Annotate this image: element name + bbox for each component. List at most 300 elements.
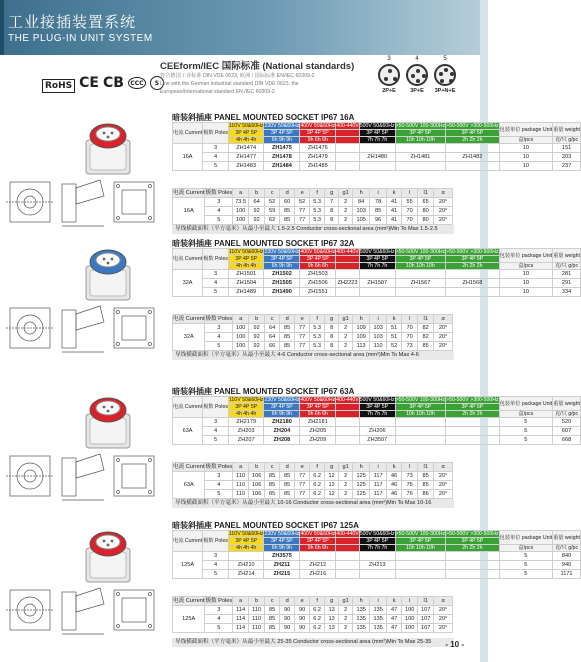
table-cell <box>446 552 500 561</box>
dimension-header: 极数 Poles <box>205 598 233 604</box>
dimension-header: f <box>310 463 325 472</box>
table-cell: 85 <box>280 333 295 342</box>
table-cell <box>336 552 360 561</box>
dimension-header: 极数 Poles <box>205 190 233 196</box>
dimension-header: i <box>370 189 387 198</box>
table-cell: 5 <box>205 216 233 225</box>
header-hour-position: 9h 6h 6h <box>300 411 336 418</box>
table-cell: 52 <box>295 198 310 207</box>
table-cell <box>359 270 395 279</box>
table-cell: ZH209 <box>300 436 336 445</box>
table-cell: 2 <box>339 216 353 225</box>
table-cell: 8 <box>325 342 339 351</box>
table-cell: 110 <box>233 490 249 499</box>
dimension-header: e <box>295 315 310 324</box>
table-cell: 114 <box>233 615 249 624</box>
table-cell <box>336 418 360 427</box>
table-cell: 90 <box>295 615 310 624</box>
header-pins: 3P 4P 5P <box>446 256 500 263</box>
table-cell: ZH1568 <box>446 279 500 288</box>
dimension-header: h <box>353 315 370 324</box>
dimension-header: k <box>387 189 402 198</box>
table-cell: 125 <box>353 472 370 481</box>
table-cell: 840 <box>553 552 581 561</box>
table-cell: 3 <box>203 552 229 561</box>
header-hour-position <box>336 545 360 552</box>
dimension-header: l1 <box>418 189 434 198</box>
section-title: 暗装斜插座 PANEL MOUNTED SOCKET IP67 16A <box>172 113 355 122</box>
table-cell: ZH208 <box>264 436 300 445</box>
dimension-drawings <box>4 300 164 356</box>
table-cell: 105 <box>353 216 370 225</box>
standards-line-cn: 符合德国工业标准 DIN VDE 0623, 欧洲 / 国际标准 EN/IEC 60309-2 <box>160 73 315 79</box>
table-cell: 92 <box>249 324 265 333</box>
table-cell: 20° <box>434 324 453 333</box>
table-cell: 103 <box>353 207 370 216</box>
table-cell: 334 <box>553 288 581 297</box>
table-cell: 90 <box>295 624 310 633</box>
table-cell: 92 <box>249 207 265 216</box>
dimension-header: α <box>434 597 453 606</box>
table-cell: 85 <box>265 606 280 615</box>
dimension-header: d <box>280 189 295 198</box>
socket-photo <box>68 392 148 452</box>
table-cell: 4 <box>203 153 229 162</box>
header-voltage-v50a: >50-500V 100-300Hz <box>395 123 446 129</box>
table-cell: 92 <box>249 216 265 225</box>
certification-logos <box>42 72 164 94</box>
table-cell: 114 <box>233 606 249 615</box>
table-cell <box>395 570 445 579</box>
table-cell: 12 <box>325 472 339 481</box>
header-hour-position: 10h 10h 10h <box>395 411 445 418</box>
table-cell: 2 <box>339 207 353 216</box>
table-cell <box>395 436 445 445</box>
table-cell: 84 <box>353 198 370 207</box>
table-cell: 4 <box>205 333 233 342</box>
table-cell: ZH1507 <box>359 279 395 288</box>
table-row <box>173 162 581 171</box>
table-cell: 3 <box>205 606 233 615</box>
header-voltage-v440: 400-440V <box>336 123 359 129</box>
header-weight-unit: 克/只 g/pc <box>553 137 581 144</box>
table-cell: 4 <box>203 427 229 436</box>
table-cell <box>446 288 500 297</box>
table-cell: 13 <box>325 624 339 633</box>
header-hour-position: 7h 7h 7h <box>359 137 395 144</box>
header-voltage-v440: 400-440V <box>336 531 359 537</box>
table-cell: 3 <box>203 270 229 279</box>
ccc-logo: CCC <box>128 77 146 89</box>
dimension-table <box>172 314 453 351</box>
table-cell <box>336 288 360 297</box>
table-row <box>173 342 453 351</box>
header-voltage-v230: 230V 50&60Hz <box>264 531 300 537</box>
table-cell: 76 <box>402 490 418 499</box>
table-cell: 2 <box>339 490 353 499</box>
conductor-note: 导线横截面积（平方毫米）从最小至最大 4-6 Conductor cross-sectional area (mm²)Min To Max 4-6 <box>172 351 454 360</box>
dimension-header: e <box>295 597 310 606</box>
dimension-header: i <box>370 463 387 472</box>
dimension-header: g <box>325 315 339 324</box>
table-cell <box>336 436 360 445</box>
table-cell: 100 <box>402 606 418 615</box>
dimension-header: d <box>280 597 295 606</box>
product-code-table <box>172 530 581 579</box>
header-voltage-v440: 400-440V <box>336 249 359 255</box>
table-cell <box>446 144 500 153</box>
dimension-header: g <box>325 189 339 198</box>
table-cell: 41 <box>387 198 402 207</box>
table-cell: 6.2 <box>310 615 325 624</box>
table-cell: 82 <box>418 324 434 333</box>
header-pins <box>336 538 360 545</box>
table-cell: 607 <box>553 427 581 436</box>
header-voltage-v50b: >50-500V >300-500Hz <box>446 123 499 129</box>
header-pins: 3P 4P 5P <box>264 404 300 411</box>
table-cell: 46 <box>387 490 402 499</box>
header-package-unit: 盒/pcs <box>499 545 552 552</box>
table-cell: ZH213 <box>359 561 395 570</box>
table-cell: 125 <box>353 490 370 499</box>
table-cell: 20° <box>434 216 453 225</box>
table-cell: 5.3 <box>310 207 325 216</box>
table-row <box>173 144 581 153</box>
current-value: 125A <box>173 552 203 579</box>
header-current: 电流 Current <box>173 531 203 552</box>
header-package-unit: 盒/pcs <box>499 263 552 270</box>
table-cell: 110 <box>249 606 265 615</box>
table-cell: 80 <box>418 207 434 216</box>
dimension-header: i <box>370 597 387 606</box>
table-cell: 90 <box>280 624 295 633</box>
header-hour-position: 4h 4h 4h <box>228 411 264 418</box>
table-cell: ZH1505 <box>264 279 300 288</box>
table-row <box>173 436 581 445</box>
table-row <box>173 552 581 561</box>
dimension-header: g1 <box>339 189 353 198</box>
table-cell: 86 <box>418 490 434 499</box>
table-cell: 110 <box>233 481 249 490</box>
header-package-unit: 盒/pcs <box>499 137 552 144</box>
page-header <box>0 0 488 55</box>
header-voltage-v110: 110V 50&60Hz <box>228 531 264 537</box>
table-cell: ZH1480 <box>359 153 395 162</box>
table-cell: 117 <box>370 490 387 499</box>
table-cell: 5 <box>203 162 229 171</box>
table-cell: ZH216 <box>300 570 336 579</box>
table-cell: 46 <box>387 472 402 481</box>
header-package: 包装单位 package Unit <box>499 531 552 545</box>
table-cell: 135 <box>353 606 370 615</box>
header-voltage-v50a: >50-500V 100-300Hz <box>395 249 446 255</box>
table-cell: 51 <box>387 333 402 342</box>
header-pins: 3P 4P 5P <box>395 404 445 411</box>
table-cell: 3 <box>205 324 233 333</box>
table-cell: 41 <box>387 216 402 225</box>
table-row <box>173 216 453 225</box>
dimension-header: k <box>387 463 402 472</box>
header-voltage-v50a: >50-500V 100-300Hz <box>395 397 446 403</box>
table-cell: ZH206 <box>359 427 395 436</box>
table-cell: 85 <box>418 472 434 481</box>
table-cell: 64 <box>265 333 280 342</box>
table-cell <box>336 144 360 153</box>
table-cell: 8 <box>325 333 339 342</box>
table-cell <box>395 418 445 427</box>
dimension-header: b <box>249 189 265 198</box>
table-cell: 4 <box>203 561 229 570</box>
table-cell: 5 <box>499 552 552 561</box>
header-voltage-v500: 500V 50&60Hz <box>359 531 395 537</box>
header-pins: 3P 4P 5P <box>359 538 395 545</box>
standards-line-en-2: European/International standard EN /IEC 60309-2 <box>160 89 275 95</box>
table-cell: ZH3575 <box>264 552 300 561</box>
table-cell: ZH205 <box>300 427 336 436</box>
table-cell: ZH1485 <box>300 162 336 171</box>
table-cell: 110 <box>370 342 387 351</box>
table-row <box>173 333 453 342</box>
table-cell <box>395 270 445 279</box>
section-title: 暗装斜插座 PANEL MOUNTED SOCKET IP67 63A <box>172 387 355 396</box>
table-cell: 5 <box>499 436 552 445</box>
product-code-table <box>172 248 581 297</box>
table-cell: 3 <box>203 144 229 153</box>
table-cell: 20° <box>434 481 453 490</box>
table-cell: 85 <box>280 342 295 351</box>
table-cell: 5 <box>499 418 552 427</box>
table-cell: 85 <box>280 490 295 499</box>
table-cell: 47 <box>387 624 402 633</box>
dimension-header: c <box>265 189 280 198</box>
page-number: - 10 - <box>445 640 464 649</box>
table-cell: 1171 <box>553 570 581 579</box>
table-cell: 6.2 <box>310 481 325 490</box>
table-cell: 77 <box>295 333 310 342</box>
table-cell: 2 <box>339 342 353 351</box>
table-cell: 2 <box>339 324 353 333</box>
dimension-header: a <box>233 597 249 606</box>
table-cell: ZH2181 <box>300 418 336 427</box>
table-cell: 135 <box>353 615 370 624</box>
table-cell: 5 <box>203 570 229 579</box>
table-cell: 135 <box>353 624 370 633</box>
table-cell: 10 <box>499 162 552 171</box>
table-cell: 2 <box>339 606 353 615</box>
table-cell: 117 <box>370 481 387 490</box>
header-voltage-v500: 500V 50&60Hz <box>359 397 395 403</box>
table-cell: 20° <box>434 207 453 216</box>
header-hour-position: 2h 2h 2h <box>446 411 500 418</box>
table-cell <box>446 427 500 436</box>
header-pins: 3P 4P 5P <box>300 130 336 137</box>
table-cell: 96 <box>370 216 387 225</box>
header-voltage-v500: 500V 50&60Hz <box>359 249 395 255</box>
socket-face-icon <box>378 64 400 86</box>
current-value: 32A <box>173 270 203 297</box>
table-cell: 151 <box>553 144 581 153</box>
table-cell: 4 <box>205 207 233 216</box>
table-cell: 110 <box>249 615 265 624</box>
dimension-table <box>172 462 453 499</box>
header-pins: 3P 4P 5P <box>264 256 300 263</box>
header-pins: 3P 4P 5P <box>228 256 264 263</box>
table-cell: 90 <box>295 606 310 615</box>
header-voltage-v110: 110V 50&60Hz <box>228 123 264 129</box>
table-cell: ZH211 <box>264 561 300 570</box>
table-cell: 100 <box>233 207 249 216</box>
table-cell: 60 <box>280 198 295 207</box>
table-cell: 5 <box>205 342 233 351</box>
header-title-cn: 工业接插装置系统 <box>8 13 137 31</box>
table-cell: 103 <box>370 333 387 342</box>
table-cell: ZH1503 <box>300 270 336 279</box>
socket-photo <box>68 526 148 586</box>
table-cell: ZH1483 <box>228 162 264 171</box>
table-cell: 668 <box>553 436 581 445</box>
table-cell: 5 <box>205 490 233 499</box>
table-cell: 80 <box>418 216 434 225</box>
dimension-header: α <box>434 315 453 324</box>
dimension-header: l1 <box>418 315 434 324</box>
table-cell: ZH1490 <box>264 288 300 297</box>
table-cell: 109 <box>353 333 370 342</box>
table-cell: ZH204 <box>264 427 300 436</box>
table-cell: 8 <box>325 216 339 225</box>
header-weight: 重量 weight <box>553 531 581 545</box>
header-pins: 3P 4P 5P <box>300 538 336 545</box>
table-cell: 47 <box>387 615 402 624</box>
table-cell: ZH1478 <box>264 153 300 162</box>
table-cell: 10 <box>499 144 552 153</box>
header-hour-position: 4h 4h 4h <box>228 137 264 144</box>
pin-config-5 <box>434 56 456 94</box>
table-cell: 12 <box>325 490 339 499</box>
table-cell: ZH2223 <box>337 280 358 286</box>
table-cell: 4 <box>205 615 233 624</box>
table-cell: ZH2180 <box>264 418 300 427</box>
table-cell: 20° <box>434 472 453 481</box>
dimension-header: a <box>233 189 249 198</box>
table-cell <box>336 162 360 171</box>
header-voltage-v400: 400V 50&60Hz <box>300 397 336 403</box>
header-pins: 3P 4P 5P <box>395 256 445 263</box>
table-cell <box>359 162 395 171</box>
table-cell: 64 <box>249 198 265 207</box>
table-cell: ZH1502 <box>264 270 300 279</box>
dimension-header: l <box>402 315 418 324</box>
header-hour-position: 4h 4h 4h <box>228 263 264 270</box>
header-hour-position: 9h 6h 6h <box>300 137 336 144</box>
header-hour-position: 6h 9h 9h <box>264 411 300 418</box>
dimension-header: l1 <box>418 463 434 472</box>
dimension-header: 电流 Current <box>173 316 205 322</box>
header-package: 包装单位 package Unit <box>499 123 552 137</box>
table-cell <box>446 561 500 570</box>
table-cell: 237 <box>553 162 581 171</box>
table-cell: ZH1474 <box>228 144 264 153</box>
table-cell: ZH3507 <box>359 436 395 445</box>
table-cell: 106 <box>249 481 265 490</box>
table-cell <box>359 144 395 153</box>
dimension-table <box>172 188 453 225</box>
table-cell <box>446 570 500 579</box>
table-cell: ZH1567 <box>395 279 445 288</box>
current-value: 63A <box>173 418 203 445</box>
dimension-header: c <box>265 463 280 472</box>
table-cell: 13 <box>325 615 339 624</box>
header-voltage-v110: 110V 50&60Hz <box>228 397 264 403</box>
table-cell: 85 <box>370 207 387 216</box>
dimension-header: a <box>233 315 249 324</box>
dimension-header: h <box>353 189 370 198</box>
table-cell: 107 <box>418 615 434 624</box>
table-cell <box>395 144 445 153</box>
table-cell: 10 <box>499 270 552 279</box>
table-cell: 4 <box>203 279 229 288</box>
table-cell: 10 <box>499 153 552 162</box>
header-weight: 重量 weight <box>553 123 581 137</box>
header-hour-position: 9h 6h 6h <box>300 545 336 552</box>
table-cell: 107 <box>418 606 434 615</box>
table-cell: 90 <box>280 606 295 615</box>
table-cell: 100 <box>233 342 249 351</box>
dimension-header: g <box>325 463 339 472</box>
table-cell: 2 <box>339 198 353 207</box>
dimension-header: h <box>353 597 370 606</box>
table-row <box>173 490 453 499</box>
table-cell: 5 <box>203 288 229 297</box>
dimension-header: g1 <box>339 315 353 324</box>
table-cell: 13 <box>325 606 339 615</box>
header-title-en: THE PLUG-IN UNIT SYSTEM <box>8 33 153 44</box>
dimension-header: f <box>310 597 325 606</box>
table-row <box>173 324 453 333</box>
table-cell: 85 <box>280 216 295 225</box>
table-cell: 85 <box>280 472 295 481</box>
table-cell: 85 <box>418 342 434 351</box>
header-hour-position: 6h 9h 9h <box>264 545 300 552</box>
table-cell: 20° <box>434 624 453 633</box>
table-cell: 51 <box>387 324 402 333</box>
product-code-table <box>172 122 581 171</box>
section-title: 暗装斜插座 PANEL MOUNTED SOCKET IP67 32A <box>172 239 355 248</box>
conductor-note: 导线横截面积（平方毫米）从最小至最大 25-35 Conductor cross-sectional area (mm²)Min To Max 25-35 <box>172 638 454 647</box>
dimension-header: g <box>325 597 339 606</box>
dimension-header: h <box>353 463 370 472</box>
table-cell: 82 <box>418 333 434 342</box>
header-pins: 3P 4P 5P <box>446 538 500 545</box>
table-cell: 2 <box>339 472 353 481</box>
dimension-drawings <box>4 174 164 230</box>
table-cell: 6.2 <box>310 472 325 481</box>
header-voltage-v50b: >50-500V >300-500Hz <box>446 397 499 403</box>
table-cell: 100 <box>402 615 418 624</box>
table-cell <box>395 427 445 436</box>
table-cell: ZH1477 <box>228 153 264 162</box>
table-cell: 20° <box>434 490 453 499</box>
header-pins: 3P 4P 5P <box>228 130 264 137</box>
header-current: 电流 Current <box>173 397 203 418</box>
header-hour-position: 10h 10h 10h <box>395 263 445 270</box>
table-cell: 77 <box>295 207 310 216</box>
table-cell: 41 <box>387 207 402 216</box>
header-hour-position: 7h 7h 7h <box>359 411 395 418</box>
table-row <box>173 481 453 490</box>
dimension-header: 电流 Current <box>173 598 205 604</box>
current-value: 63A <box>173 472 205 499</box>
table-cell: 85 <box>418 481 434 490</box>
